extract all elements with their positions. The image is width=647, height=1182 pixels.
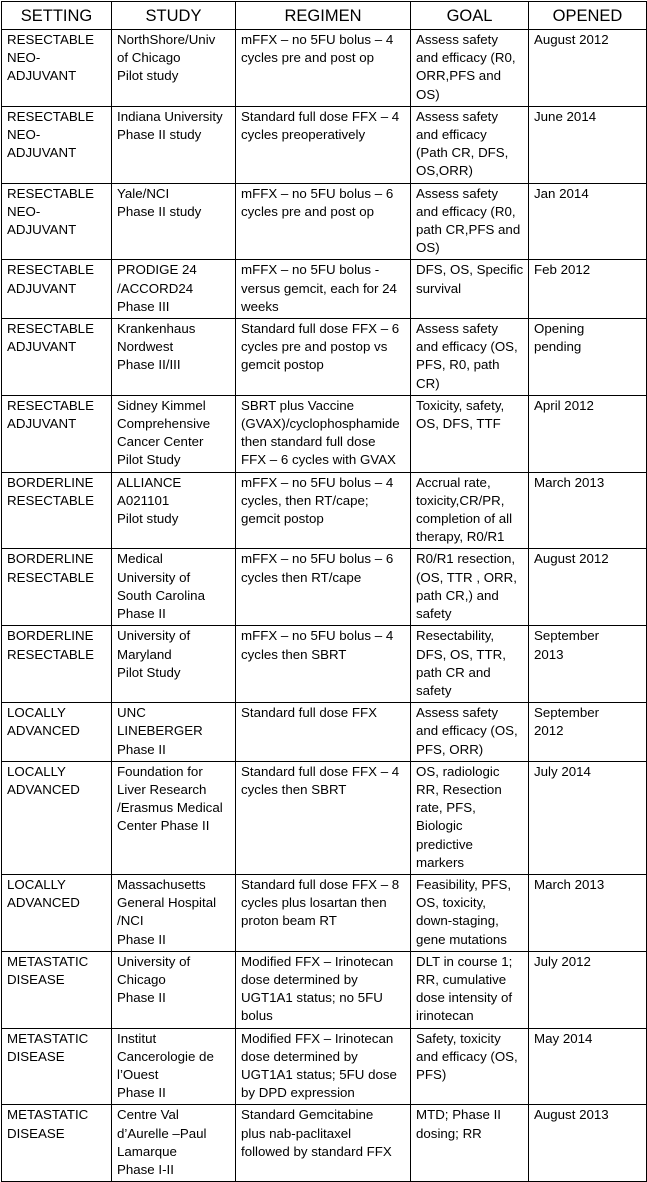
header-row: [2, 2, 647, 30]
cell-setting: RESECTABLE NEO-ADJUVANT: [2, 183, 112, 260]
header-setting: SETTING: [2, 2, 112, 30]
table-row: [2, 106, 647, 183]
cell-opened: Jan 2014: [529, 183, 647, 260]
cell-regimen: Modified FFX – Irinotecan dose determined by UGT1A1 status; no 5FU bolus: [236, 951, 411, 1028]
cell-opened: July 2012: [529, 951, 647, 1028]
cell-regimen: mFFX – no 5FU bolus - versus gemcit, each for 24 weeks: [236, 260, 411, 319]
cell-study: Medical University of South Carolina Phase II: [112, 549, 236, 626]
table-row: [2, 1028, 647, 1105]
cell-goal: Assess safety and efficacy (R0, path CR,PFS and OS): [411, 183, 529, 260]
header-opened: OPENED: [529, 2, 647, 30]
table-row: [2, 761, 647, 874]
cell-opened: Feb 2012: [529, 260, 647, 319]
cell-study: Krankenhaus Nordwest Phase II/III: [112, 319, 236, 396]
cell-goal: Safety, toxicity and efficacy (OS, PFS): [411, 1028, 529, 1105]
cell-opened: March 2013: [529, 874, 647, 951]
cell-setting: RESECTABLE ADJUVANT: [2, 260, 112, 319]
cell-opened: April 2012: [529, 395, 647, 472]
cell-goal: DLT in course 1; RR, cumulative dose intensity of irinotecan: [411, 951, 529, 1028]
cell-goal: Accrual rate, toxicity,CR/PR, completion of all therapy, R0/R1: [411, 472, 529, 549]
cell-regimen: mFFX – no 5FU bolus – 6 cycles pre and post op: [236, 183, 411, 260]
table-row: [2, 549, 647, 626]
cell-goal: R0/R1 resection, (OS, TTR , ORR, path CR,) and safety: [411, 549, 529, 626]
cell-goal: Assess safety and efficacy (Path CR, DFS, OS,ORR): [411, 106, 529, 183]
cell-regimen: Standard full dose FFX – 4 cycles then SBRT: [236, 761, 411, 874]
cell-regimen: mFFX – no 5FU bolus – 4 cycles then SBRT: [236, 626, 411, 703]
table-row: [2, 703, 647, 762]
cell-regimen: Standard full dose FFX – 8 cycles plus losartan then proton beam RT: [236, 874, 411, 951]
cell-regimen: Standard Gemcitabine plus nab-paclitaxel followed by standard FFX: [236, 1105, 411, 1182]
cell-goal: Assess safety and efficacy (OS, PFS, ORR): [411, 703, 529, 762]
cell-regimen: mFFX – no 5FU bolus – 4 cycles pre and post op: [236, 30, 411, 107]
cell-setting: RESECTABLE ADJUVANT: [2, 395, 112, 472]
table-row: [2, 30, 647, 107]
table-row: [2, 874, 647, 951]
cell-regimen: mFFX – no 5FU bolus – 6 cycles then RT/cape: [236, 549, 411, 626]
cell-setting: METASTATIC DISEASE: [2, 1028, 112, 1105]
header-study: STUDY: [112, 2, 236, 30]
cell-study: PRODIGE 24 /ACCORD24 Phase III: [112, 260, 236, 319]
cell-regimen: Standard full dose FFX – 4 cycles preoperatively: [236, 106, 411, 183]
header-regimen: REGIMEN: [236, 2, 411, 30]
cell-study: Foundation for Liver Research /Erasmus Medical Center Phase II: [112, 761, 236, 874]
cell-study: Sidney Kimmel Comprehensive Cancer Center Pilot Study: [112, 395, 236, 472]
cell-study: University of Maryland Pilot Study: [112, 626, 236, 703]
table-row: [2, 951, 647, 1028]
cell-study: Institut Cancerologie de l’Ouest Phase II: [112, 1028, 236, 1105]
cell-study: Yale/NCI Phase II study: [112, 183, 236, 260]
cell-study: Centre Val d’Aurelle –Paul Lamarque Phase I-II: [112, 1105, 236, 1182]
cell-goal: OS, radiologic RR, Resection rate, PFS, Biologic predictive markers: [411, 761, 529, 874]
cell-study: UNC LINEBERGER Phase II: [112, 703, 236, 762]
cell-regimen: Standard full dose FFX: [236, 703, 411, 762]
cell-goal: DFS, OS, Specific survival: [411, 260, 529, 319]
table-row: [2, 626, 647, 703]
cell-opened: August 2012: [529, 30, 647, 107]
cell-opened: May 2014: [529, 1028, 647, 1105]
cell-regimen: Standard full dose FFX – 6 cycles pre and postop vs gemcit postop: [236, 319, 411, 396]
table-row: [2, 1105, 647, 1182]
cell-opened: June 2014: [529, 106, 647, 183]
cell-opened: August 2012: [529, 549, 647, 626]
cell-opened: Opening pending: [529, 319, 647, 396]
cell-setting: LOCALLY ADVANCED: [2, 761, 112, 874]
cell-goal: MTD; Phase II dosing; RR: [411, 1105, 529, 1182]
cell-setting: LOCALLY ADVANCED: [2, 703, 112, 762]
cell-study: University of Chicago Phase II: [112, 951, 236, 1028]
cell-setting: LOCALLY ADVANCED: [2, 874, 112, 951]
cell-study: Massachusetts General Hospital /NCI Phase II: [112, 874, 236, 951]
cell-study: Indiana University Phase II study: [112, 106, 236, 183]
table-row: [2, 260, 647, 319]
cell-setting: RESECTABLE NEO-ADJUVANT: [2, 30, 112, 107]
cell-opened: August 2013: [529, 1105, 647, 1182]
table-row: [2, 183, 647, 260]
cell-opened: September 2012: [529, 703, 647, 762]
table-row: [2, 319, 647, 396]
cell-setting: METASTATIC DISEASE: [2, 951, 112, 1028]
cell-setting: RESECTABLE NEO-ADJUVANT: [2, 106, 112, 183]
cell-setting: BORDERLINE RESECTABLE: [2, 472, 112, 549]
cell-opened: March 2013: [529, 472, 647, 549]
cell-setting: RESECTABLE ADJUVANT: [2, 319, 112, 396]
cell-setting: METASTATIC DISEASE: [2, 1105, 112, 1182]
cell-opened: July 2014: [529, 761, 647, 874]
table-row: [2, 472, 647, 549]
cell-opened: September 2013: [529, 626, 647, 703]
cell-goal: Resectability, DFS, OS, TTR, path CR and safety: [411, 626, 529, 703]
cell-goal: Feasibility, PFS, OS, toxicity, down-staging, gene mutations: [411, 874, 529, 951]
cell-regimen: mFFX – no 5FU bolus – 4 cycles, then RT/cape; gemcit postop: [236, 472, 411, 549]
cell-goal: Assess safety and efficacy (OS, PFS, R0, path CR): [411, 319, 529, 396]
cell-study: NorthShore/Univ of Chicago Pilot study: [112, 30, 236, 107]
cell-setting: BORDERLINE RESECTABLE: [2, 626, 112, 703]
cell-setting: BORDERLINE RESECTABLE: [2, 549, 112, 626]
header-goal: GOAL: [411, 2, 529, 30]
cell-study: ALLIANCE A021101 Pilot study: [112, 472, 236, 549]
cell-regimen: Modified FFX – Irinotecan dose determined by UGT1A1 status; 5FU dose by DPD expression: [236, 1028, 411, 1105]
trials-table: [1, 1, 647, 1182]
cell-goal: Toxicity, safety, OS, DFS, TTF: [411, 395, 529, 472]
cell-goal: Assess safety and efficacy (R0, ORR,PFS and OS): [411, 30, 529, 107]
table-row: [2, 395, 647, 472]
cell-regimen: SBRT plus Vaccine (GVAX)/cyclophosphamide then standard full dose FFX – 6 cycles with GVAX: [236, 395, 411, 472]
